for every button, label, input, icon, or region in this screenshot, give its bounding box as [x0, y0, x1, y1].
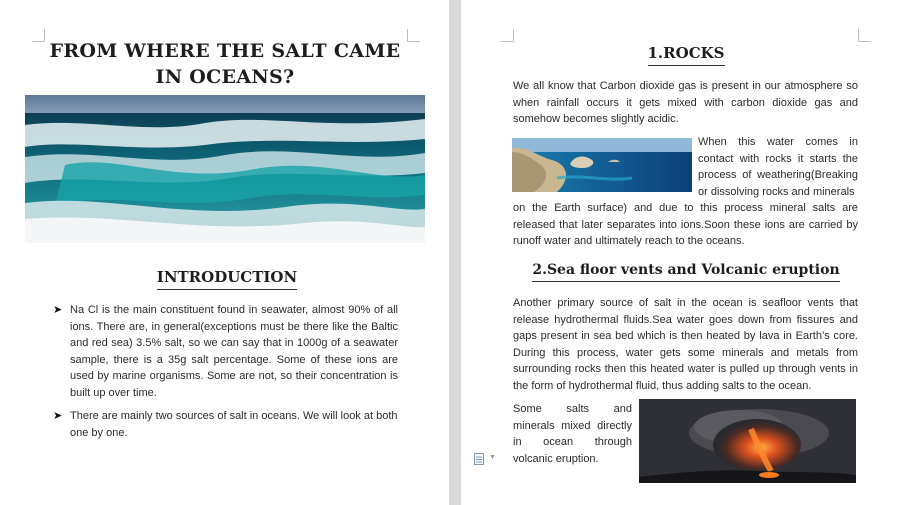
arrowhead-bullet-icon: ➤ — [53, 410, 63, 422]
document-page-2 — [461, 0, 911, 505]
document-title: FROM WHERE THE SALT CAME IN OCEANS? — [49, 40, 401, 88]
bullet-text: Na Cl is the main constituent found in seawater, almost 90% of all ions. There are, in general(exceptions must be there like the Baltic and red sea) 3.5% salt, so we can say that in 1000g of a seawater sample, there is a 35g salt percentage. Some of these ions are used by marine organisms. Some are not, so their concentration is built up over time. — [70, 304, 398, 399]
ocean-waves-image[interactable] — [25, 95, 425, 243]
list-item — [53, 302, 398, 402]
rocks-heading-text: 1.ROCKS — [648, 44, 725, 66]
rocks-paragraph-1: We all know that Carbon dioxide gas is present in our atmosphere so when rainfall occurs it gets mixed with carbon dioxide gas and somehow becomes slightly acidic. — [513, 80, 858, 126]
document-page-1 — [0, 0, 449, 505]
rocky-coast-picture — [512, 138, 692, 192]
volcanic-eruption-image[interactable] — [639, 399, 856, 483]
ocean-waves-picture — [25, 95, 425, 243]
arrowhead-bullet-icon: ➤ — [53, 304, 63, 316]
section-heading-vents — [461, 262, 911, 278]
list-item — [53, 408, 400, 441]
volcano-paragraph: Some salts and minerals mixed directly in ocean through volcanic eruption. — [513, 403, 632, 465]
bullet-text: There are mainly two sources of salt in oceans. We will look at both one by one. — [70, 410, 398, 439]
introduction-heading-text: INTRODUCTION — [157, 268, 297, 290]
rocks-paragraph-2-continued: on the Earth surface) and due to this process mineral salts are released that later separates into ions.Soon these ions are carried by runoff water and ultimately reach to the oceans. — [513, 202, 858, 248]
rocks-paragraph-2-wrapped: When this water comes in contact with rocks it starts the process of weathering(Breaking or dissolving rocks and minerals — [698, 136, 858, 198]
chevron-down-icon[interactable]: ▼ — [489, 454, 496, 461]
rocky-coast-image[interactable] — [512, 138, 692, 192]
section-heading-introduction — [0, 268, 449, 286]
section-heading-rocks — [461, 44, 911, 62]
vents-heading-text: 2.Sea floor vents and Volcanic eruption — [532, 262, 839, 282]
volcanic-eruption-picture — [639, 399, 856, 483]
margin-corner-mark — [501, 29, 514, 42]
margin-corner-mark — [858, 29, 871, 42]
vents-paragraph: Another primary source of salt in the ocean is seafloor vents that release hydrothermal fluids.Sea water goes down from fissures and gaps present in sea bed which is then heated by lava in Earth’s core. During this process, water gets some minerals and metals from surrounding rocks then this heated water is pulled up through vents in the form of hydrothermal fluid, thus adding salts to the ocean. — [513, 297, 858, 392]
paste-options-icon[interactable] — [474, 452, 484, 464]
